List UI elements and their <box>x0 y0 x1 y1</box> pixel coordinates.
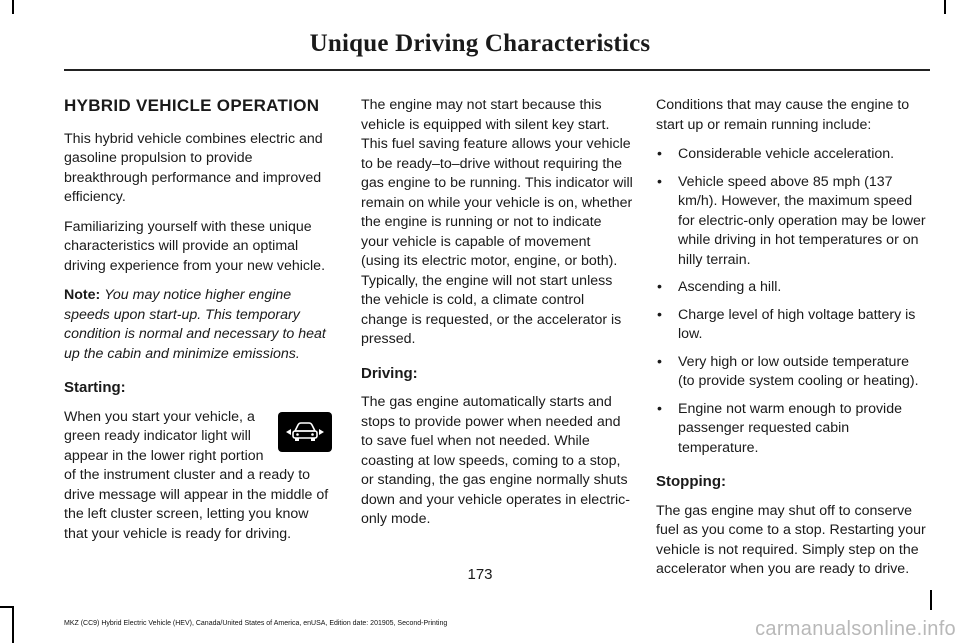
crop-mark-bottom-left-h <box>0 606 14 608</box>
intro-paragraph: This hybrid vehicle combines electric and gasoline propulsion to provide breakthrough performance and improved efficiency. <box>64 130 323 205</box>
watermark: carmanualsonline.info <box>755 618 956 640</box>
list-item: • Engine not warm enough to provide passenger requested cabin temperature. <box>656 400 928 459</box>
page-header-title: Unique Driving Characteristics <box>309 30 651 57</box>
crop-mark-top-right <box>944 0 946 14</box>
starting-heading: Starting: <box>64 379 126 396</box>
note-paragraph <box>64 286 336 364</box>
ready-indicator-icon <box>278 412 332 452</box>
stopping-paragraph: The gas engine may shut off to conserve fuel as you come to a stop. Restarting your vehicle is not required. Simply step on the accelerator when you are ready to drive. <box>656 502 926 577</box>
crop-mark-top-left <box>12 0 14 14</box>
list-item: • Charge level of high voltage battery is low. <box>656 306 928 345</box>
driving-paragraph: The gas engine automatically starts and stops to provide power when needed and to save fuel when not needed. While coasting at low speeds, coming to a stop, or standing, the gas engine normally shuts down and your vehicle operates in electric-only mode. <box>361 394 630 527</box>
silent-key-start-paragraph: The engine may not start because this vehicle is equipped with silent key start. This fuel saving feature allows your vehicle to be ready–to–drive without requiring the gas engine to be running. This indicator will remain on while your vehicle is on, whether the engine is running or not to indicate your vehicle is capable of movement (using its electric motor, engine, or both). Typically, the engine will not start unless the vehicle is cold, a climate control change is requested, or the accelerator is pressed. <box>361 97 633 347</box>
crop-mark-bottom-left <box>12 606 14 643</box>
driving-heading: Driving: <box>361 364 418 382</box>
column-2 <box>361 96 633 540</box>
familiarizing-paragraph: Familiarizing yourself with these unique characteristics will provide an optimal driving experience from your new vehicle. <box>64 218 326 274</box>
list-item: • Considerable vehicle acceleration. <box>656 145 928 165</box>
note-label: Note: <box>64 287 101 303</box>
crop-mark-bottom-right <box>930 590 932 610</box>
page-number: 173 <box>467 566 493 583</box>
column-3 <box>656 96 928 590</box>
conditions-list <box>656 145 928 458</box>
list-item: • Vehicle speed above 85 mph (137 km/h). However, the maximum speed for electric-only operation may be lower while driving in hot temperatures or on hilly terrain. <box>656 173 928 271</box>
list-item: • Ascending a hill. <box>656 278 928 298</box>
starting-text: When you start your vehicle, a green ready indicator light will appear in the lower right portion of the instrument cluster and a ready to drive message will appear in the middle of the left cluster screen, letting you know that your vehicle is ready for driving. <box>64 408 329 542</box>
column-1 <box>64 96 336 554</box>
section-title: HYBRID VEHICLE OPERATION <box>64 96 320 115</box>
stopping-heading: Stopping: <box>656 473 726 490</box>
header-rule <box>64 69 930 71</box>
starting-paragraph <box>64 408 336 545</box>
note-text: You may notice higher engine speeds upon start-up. This temporary condition is normal and necessary to heat up the cabin and minimize emissions. <box>64 287 326 362</box>
list-item: • Very high or low outside temperature (to provide system cooling or heating). <box>656 353 928 392</box>
conditions-intro: Conditions that may cause the engine to start up or remain running include: <box>656 97 910 133</box>
footer-edition-text: MKZ (CC9) Hybrid Electric Vehicle (HEV), Canada/United States of America, enUSA, Edition date: 201905, Second-Printing <box>64 620 448 627</box>
